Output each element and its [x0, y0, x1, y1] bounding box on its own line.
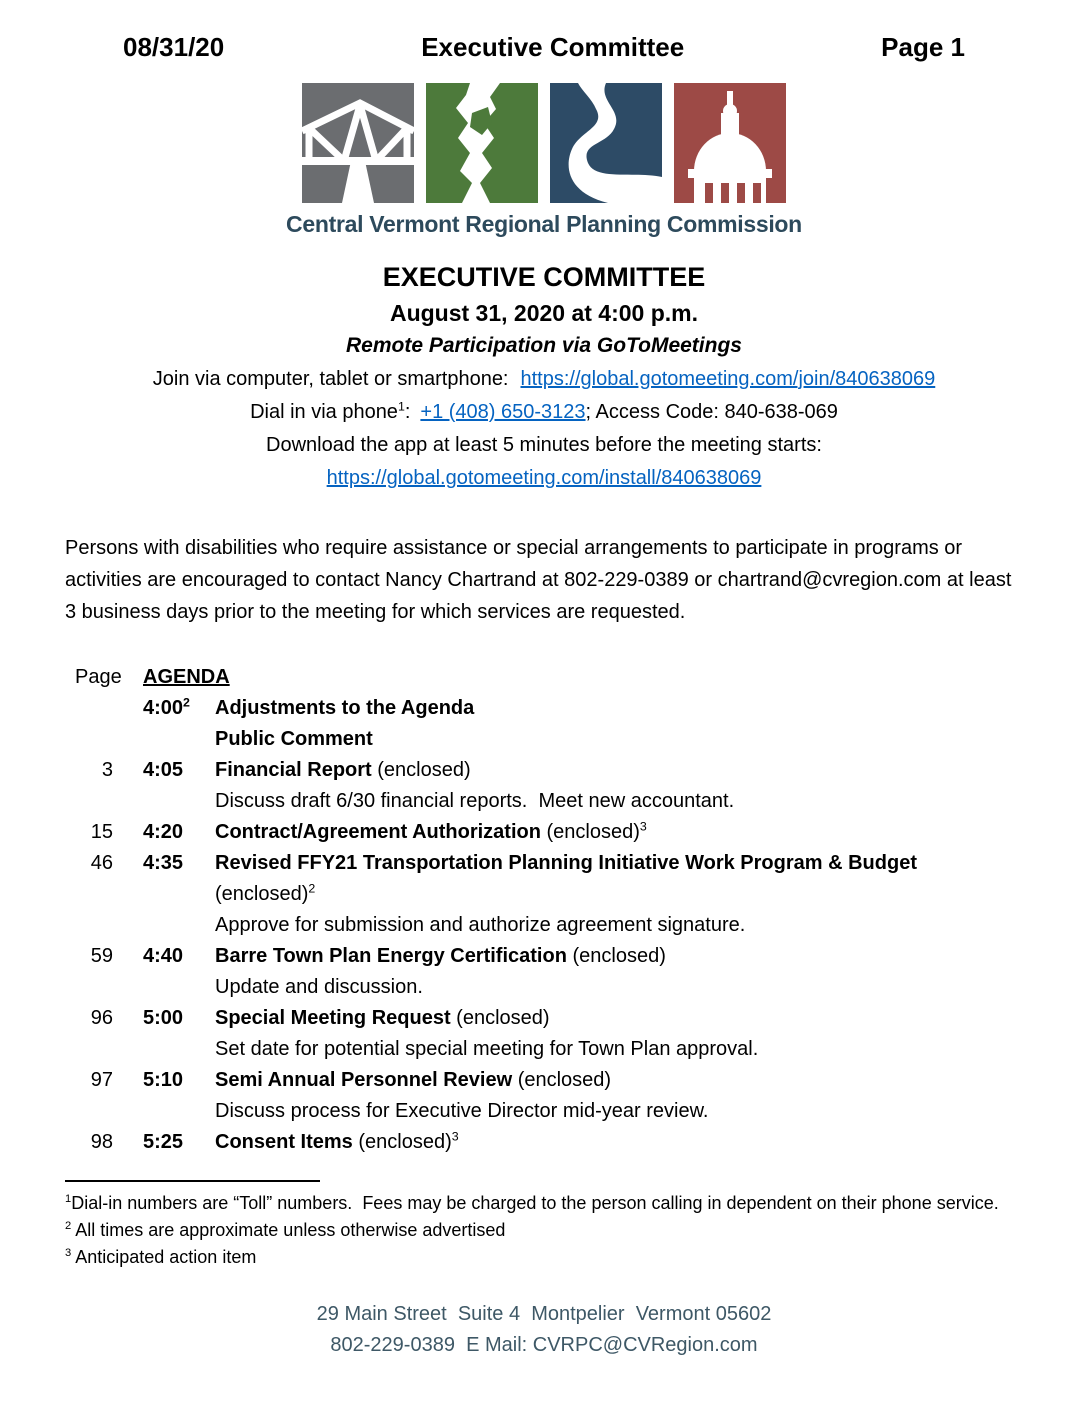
footnote-marker: 1: [65, 1193, 72, 1205]
footer-address: 29 Main Street Suite 4 Montpelier Vermont 05602: [316, 1303, 772, 1325]
agenda-row: [65, 786, 1023, 817]
agenda-item-text: [215, 848, 1023, 879]
agenda-page-number: 59: [90, 945, 113, 967]
agenda-item-title: Adjustments to the Agenda: [215, 697, 475, 719]
agenda-item-text: Consent Items (enclosed)$^3$: [215, 1129, 459, 1153]
agenda-time: 4:05: [143, 759, 184, 781]
agenda-item-text: Discuss draft 6/30 financial reports. Meet new accountant.: [215, 790, 735, 812]
agenda-time: [113, 1096, 215, 1127]
footnote-line: $^1$Dial-in numbers are “Toll” numbers. Fees may be charged to the person calling in dependent on their phone service.: [65, 1193, 999, 1213]
agenda-list-header: AGENDA: [143, 666, 230, 688]
footer-contact: 802-229-0389 E Mail: CVRPC@CVRegion.com: [330, 1334, 758, 1356]
agenda-row: [65, 693, 1023, 724]
agenda-row: [65, 1127, 1023, 1158]
agenda-row: [65, 755, 1023, 786]
meeting-mode: Remote Participation via GoToMeetings: [346, 334, 742, 357]
dial-footnote-marker: 1: [397, 399, 405, 414]
agenda-time: [113, 972, 215, 1003]
agenda-item-text: Update and discussion.: [215, 976, 423, 998]
footnote-separator: [65, 1180, 320, 1182]
download-note: Download the app at least 5 minutes before the meeting starts:: [266, 434, 822, 456]
river-icon: [550, 83, 662, 203]
agenda-time: [113, 1034, 215, 1065]
agenda-item-footnote-marker: 2: [308, 881, 316, 896]
join-label: Join via computer, tablet or smartphone:: [152, 368, 509, 390]
agenda-row: [65, 972, 1023, 1003]
agenda-row: [65, 817, 1023, 848]
agenda-time: [113, 786, 215, 817]
agenda-page-number: 15: [90, 821, 113, 843]
agenda-row: [65, 1096, 1023, 1127]
agenda-page-column-header: Page: [75, 666, 122, 688]
agenda-time: 4:20: [143, 821, 184, 843]
agenda-time: 4:40: [143, 945, 184, 967]
agenda-page-number: [65, 910, 113, 941]
header-title: Executive Committee: [421, 32, 685, 62]
agenda-page-number: [65, 786, 113, 817]
meeting-datetime: August 31, 2020 at 4:00 p.m.: [389, 300, 699, 326]
dial-line: [65, 401, 1023, 424]
agenda-page-number: 3: [101, 759, 113, 781]
agenda-page-number: [65, 1096, 113, 1127]
agenda-item-title: Consent Items: [215, 1131, 353, 1153]
agenda-item-footnote-marker: 3: [451, 1129, 459, 1144]
agenda-row: [65, 1003, 1023, 1034]
agenda-item-title: Barre Town Plan Energy Certification: [215, 945, 567, 967]
agenda-item-title: Contract/Agreement Authorization: [215, 821, 541, 843]
agenda-item-title: Special Meeting Request: [215, 1007, 451, 1029]
agenda-item-title: Public Comment: [215, 728, 373, 750]
join-line: [65, 368, 1023, 391]
covered-bridge-icon-svg: [302, 83, 414, 203]
agenda-row: [65, 848, 1023, 879]
agenda-page-number: [65, 1034, 113, 1065]
vermont-map-icon: [426, 83, 538, 203]
agenda-time: [113, 879, 215, 910]
agenda-item-text: Special Meeting Request (enclosed): [215, 1007, 550, 1029]
header-page-number: Page 1: [881, 32, 965, 62]
agenda-item-text: [215, 724, 1023, 755]
agenda-time-footnote-marker: 2: [183, 695, 190, 710]
agenda-item-text: Semi Annual Personnel Review (enclosed): [215, 1069, 612, 1091]
header-date: 08/31/20: [123, 32, 225, 62]
agenda-page-number: 98: [90, 1131, 113, 1153]
accessibility-notice: Persons with disabilities who require assistance or special arrangements to participate in programs or activities are encouraged to contact Nancy Chartrand at 802-229-0389 or chartrand@cvregion.com at least 3 business days prior to the meeting for which services are requested.: [65, 537, 1012, 623]
dial-colon: :: [404, 401, 411, 423]
agenda-row: [65, 910, 1023, 941]
page-footer: [65, 1299, 1023, 1361]
agenda-item-text: [215, 693, 1023, 724]
agenda-item-text: Discuss process for Executive Director mid-year review.: [215, 1100, 709, 1122]
agenda-page-number: [65, 972, 113, 1003]
access-code: ; Access Code: 840-638-069: [585, 401, 838, 423]
capitol-dome-icon: [674, 83, 786, 203]
agenda-item-text: Financial Report (enclosed): [215, 759, 471, 781]
agenda-row: [65, 941, 1023, 972]
footnotes: [65, 1190, 1023, 1271]
organization-name: Central Vermont Regional Planning Commission: [286, 211, 802, 237]
meeting-title: EXECUTIVE COMMITTEE: [382, 262, 706, 292]
agenda-section: [65, 662, 1023, 1158]
agenda-time: $4:00^2$: [143, 695, 190, 719]
footnote-marker: 2: [65, 1220, 72, 1232]
meeting-heading: [65, 262, 1023, 490]
capitol-dome-icon-svg: [674, 83, 786, 203]
river-icon-svg: [550, 83, 662, 203]
agenda-list: [65, 693, 1023, 1158]
dial-label: Dial in via phone: [250, 401, 398, 423]
install-app-link[interactable]: https://global.gotomeeting.com/install/840638069: [326, 467, 762, 489]
install-line: [65, 467, 1023, 490]
agenda-row: [65, 1034, 1023, 1065]
agenda-time: 4:35: [143, 852, 184, 874]
agenda-header: [65, 662, 1023, 693]
agenda-item-text: Approve for submission and authorize agreement signature.: [215, 914, 746, 936]
agenda-item-title: Revised FFY21 Transportation Planning Initiative Work Program & Budget: [215, 852, 917, 874]
organization-logo: [65, 83, 1023, 238]
agenda-time: 5:10: [143, 1069, 184, 1091]
vermont-map-icon-svg: [426, 83, 538, 203]
agenda-page-number: [65, 693, 113, 724]
footnote-line: $^2$ All times are approximate unless otherwise advertised: [65, 1220, 506, 1240]
page-header: [65, 32, 1023, 63]
agenda-item-title: Semi Annual Personnel Review: [215, 1069, 513, 1091]
agenda-row: [65, 724, 1023, 755]
agenda-time: 5:00: [143, 1007, 184, 1029]
agenda-time: [113, 724, 215, 755]
agenda-page-number: 46: [90, 852, 113, 874]
agenda-item-title: Financial Report: [215, 759, 372, 781]
covered-bridge-icon: [302, 83, 414, 203]
agenda-item-text: (enclosed)$^2$: [215, 881, 316, 905]
agenda-page-number: 97: [90, 1069, 113, 1091]
footnote-marker: 3: [65, 1247, 72, 1259]
agenda-time: 5:25: [143, 1131, 184, 1153]
agenda-page-number: [65, 724, 113, 755]
agenda-time: [113, 910, 215, 941]
agenda-page-number: [65, 879, 113, 910]
agenda-row: [65, 1065, 1023, 1096]
logo-panels: [65, 83, 1023, 203]
join-meeting-link[interactable]: https://global.gotomeeting.com/join/840638069: [520, 368, 936, 390]
dial-phone-link[interactable]: +1 (408) 650-3123: [420, 401, 586, 423]
agenda-item-text: Contract/Agreement Authorization (enclosed)$^3$: [215, 819, 647, 843]
footnote-line: $^3$ Anticipated action item: [65, 1247, 257, 1267]
agenda-item-text: Set date for potential special meeting for Town Plan approval.: [215, 1038, 759, 1060]
agenda-item-text: Barre Town Plan Energy Certification (enclosed): [215, 945, 666, 967]
agenda-page-number: 96: [90, 1007, 113, 1029]
agenda-row: [65, 879, 1023, 910]
agenda-item-footnote-marker: 3: [639, 819, 647, 834]
